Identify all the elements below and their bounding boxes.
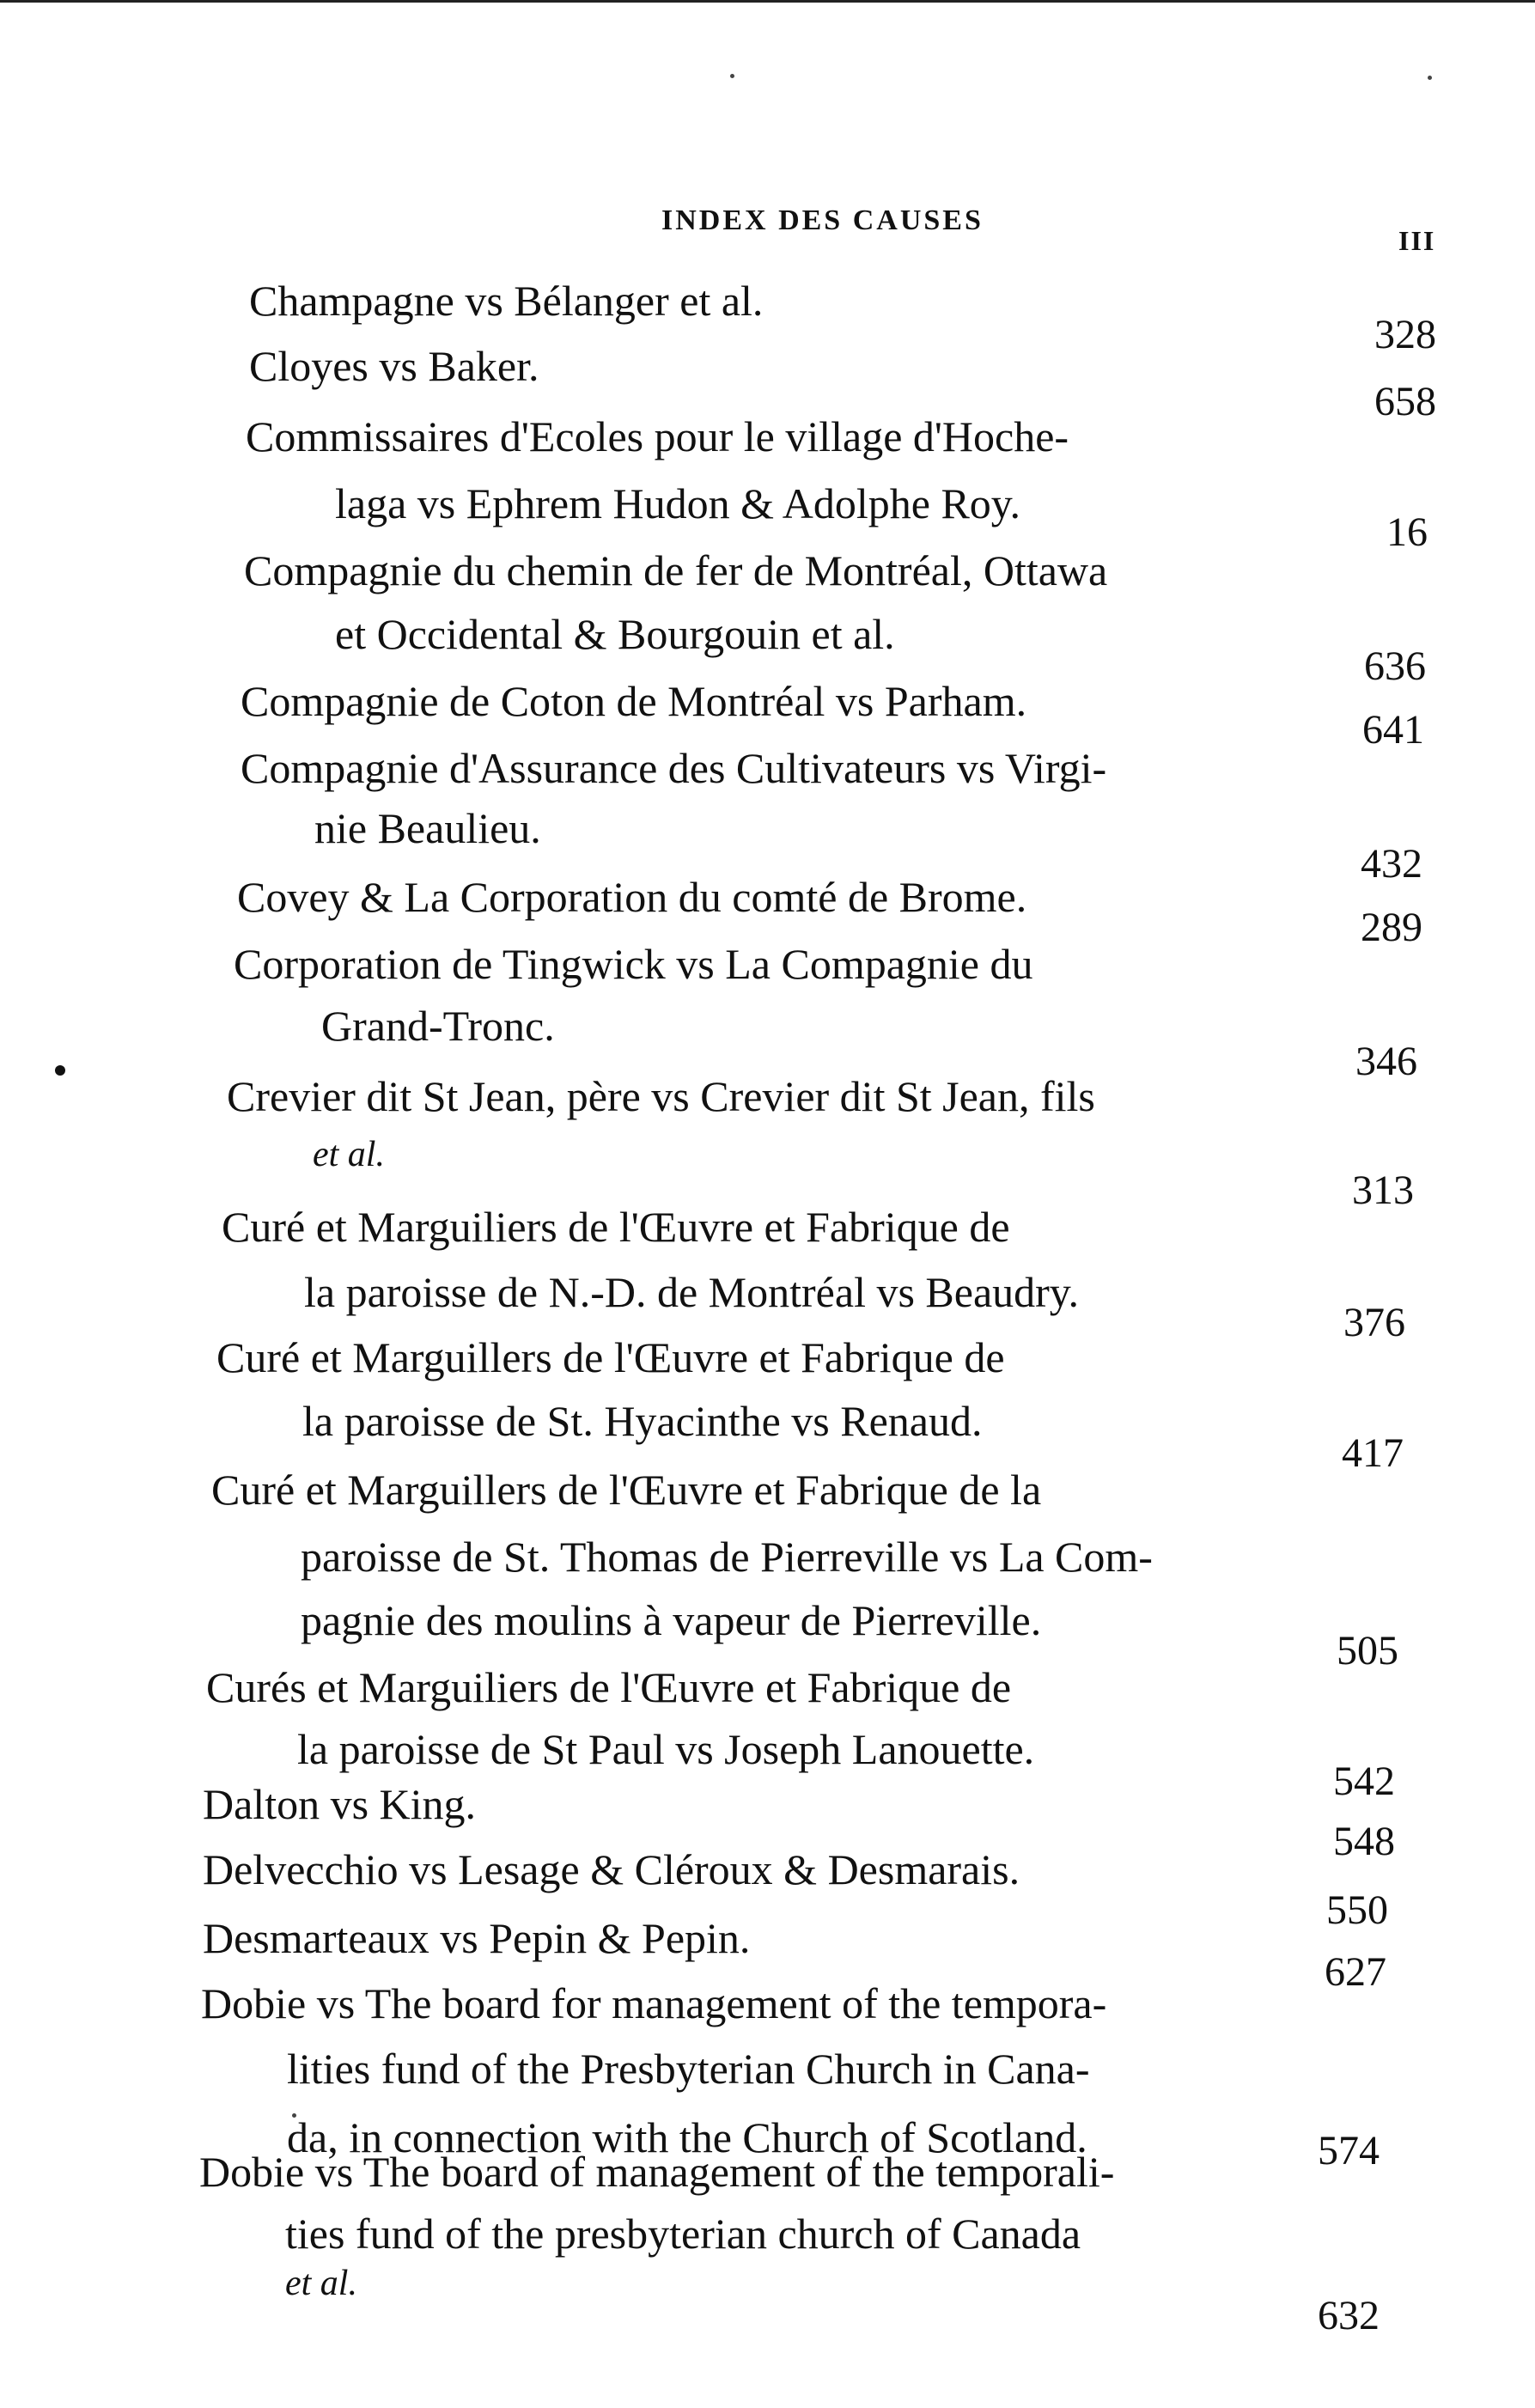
entry-line: nie Beaulieu.: [314, 804, 541, 852]
entry-line: Curé et Marguillers de l'Œuvre et Fabrique de: [216, 1333, 1005, 1381]
entry-line: la paroisse de St Paul vs Joseph Lanouette.: [297, 1725, 1035, 1773]
entry-page: 289: [1361, 905, 1422, 950]
entry-page: 328: [1374, 312, 1436, 357]
page-number: III: [1398, 225, 1436, 256]
entry-line: paroisse de St. Thomas de Pierreville vs La Com-: [301, 1533, 1153, 1581]
entry-line: Dalton vs King.: [203, 1780, 477, 1828]
entry-page: 16: [1386, 509, 1428, 555]
page-title: INDEX DES CAUSES: [661, 204, 984, 236]
entry-line: Dobie vs The board for management of the tempora-: [201, 1979, 1107, 2027]
entry-line: Dobie vs The board of management of the temporali-: [199, 2148, 1115, 2196]
entry-line: Compagnie du chemin de fer de Montréal, Ottawa: [244, 546, 1108, 594]
entry-line: Curés et Marguiliers de l'Œuvre et Fabrique de: [206, 1663, 1012, 1711]
entry-line: et al.: [285, 2264, 357, 2303]
entry-page: 574: [1318, 2128, 1380, 2173]
entry-page: 376: [1343, 1300, 1405, 1345]
entry-line: ties fund of the presbyterian church of Canada: [285, 2210, 1081, 2258]
entry-line: et Occidental & Bourgouin et al.: [335, 610, 895, 658]
entry-line: Desmarteaux vs Pepin & Pepin.: [203, 1914, 751, 1962]
entry-line: Commissaires d'Ecoles pour le village d'Hoche-: [246, 412, 1069, 460]
entry-page: 505: [1337, 1628, 1398, 1673]
entry-page: 636: [1364, 643, 1426, 689]
entry-line: et al.: [313, 1135, 385, 1174]
entry-page: 632: [1318, 2293, 1380, 2338]
entry-line: Crevier dit St Jean, père vs Crevier dit St Jean, fils: [227, 1072, 1095, 1120]
entry-line: la paroisse de N.-D. de Montréal vs Beaudry.: [304, 1268, 1080, 1316]
entry-page: 550: [1326, 1887, 1388, 1933]
entry-page: 542: [1333, 1759, 1395, 1804]
entry-line: Delvecchio vs Lesage & Cléroux & Desmarais.: [203, 1845, 1020, 1893]
entry-line: Compagnie de Coton de Montréal vs Parham.: [241, 677, 1027, 725]
entry-line: laga vs Ephrem Hudon & Adolphe Roy.: [335, 479, 1021, 527]
entry-line: pagnie des moulins à vapeur de Pierreville.: [301, 1596, 1042, 1644]
entry-line: lities fund of the Presbyterian Church in Cana-: [287, 2045, 1090, 2093]
entry-page: 627: [1325, 1949, 1386, 1995]
entry-page: 548: [1333, 1819, 1395, 1864]
entry-page: 432: [1361, 841, 1422, 887]
entry-line: da, in connection with the Church of Scotland.: [287, 2113, 1087, 2161]
entry-page: 313: [1352, 1167, 1414, 1213]
entry-line: Compagnie d'Assurance des Cultivateurs vs Virgi-: [241, 744, 1107, 792]
entry-line: Covey & La Corporation du comté de Brome.: [237, 873, 1027, 921]
entry-page: 346: [1355, 1039, 1417, 1084]
entry-line: Curé et Marguillers de l'Œuvre et Fabrique de la: [211, 1466, 1042, 1514]
entry-page: 417: [1342, 1430, 1404, 1476]
entry-page: 641: [1362, 707, 1424, 753]
entry-line: Champagne vs Bélanger et al.: [249, 277, 764, 325]
entry-line: Corporation de Tingwick vs La Compagnie du: [234, 940, 1033, 988]
entry-line: Grand-Tronc.: [321, 1002, 555, 1050]
entry-line: la paroisse de St. Hyacinthe vs Renaud.: [302, 1397, 983, 1445]
entry-line: Cloyes vs Baker.: [249, 342, 539, 390]
entry-page: 658: [1374, 379, 1436, 424]
entry-line: Curé et Marguiliers de l'Œuvre et Fabrique de: [222, 1203, 1010, 1251]
